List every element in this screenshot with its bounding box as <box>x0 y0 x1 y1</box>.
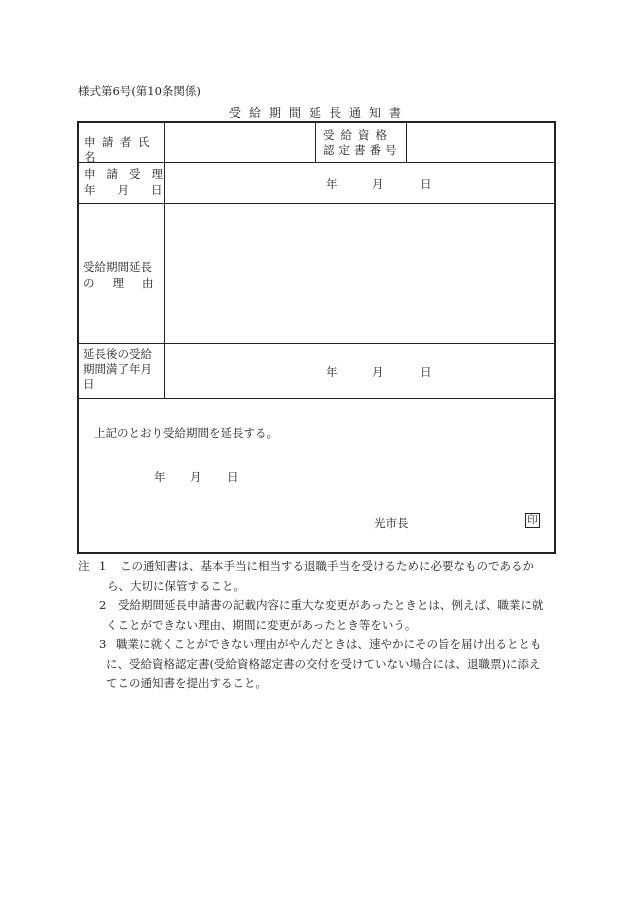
note-text: ら、大切に保管すること。 <box>107 578 245 593</box>
applicant-name-label <box>84 135 158 165</box>
expiry-date-year: 年 <box>326 365 338 379</box>
seal-icon: 印 <box>525 513 540 528</box>
receipt-date-label-line2: 年月日 <box>84 183 185 197</box>
note-item <box>78 557 558 577</box>
note-text: に、受給資格認定書(受給資格認定書の交付を受けていない場合には、退職票)に添え <box>106 656 541 671</box>
receipt-date-month: 月 <box>372 177 384 191</box>
note-text: 受給期間延長申請書の記載内容に重大な変更があったときとは、例えば、職業に就 <box>118 598 544 612</box>
applicant-name-field[interactable] <box>165 123 314 161</box>
note-number: 3 <box>99 637 107 651</box>
statement-date-year: 年 <box>154 470 166 484</box>
statement-text: 上記のとおり受給期間を延長する。 <box>94 426 278 440</box>
cert-number-field[interactable] <box>407 123 554 161</box>
note-number: 1 <box>99 559 107 573</box>
row-divider <box>78 398 555 399</box>
statement-date[interactable] <box>154 469 239 485</box>
cert-number-label-line2: 認定書番号 <box>323 143 401 157</box>
receipt-date-year: 年 <box>326 177 338 191</box>
receipt-date-day: 日 <box>420 177 432 191</box>
expiry-label-line3: 日 <box>83 377 95 391</box>
note-text: てこの通知書を提出すること。 <box>106 676 267 690</box>
note-text: くことができない理由、期間に変更があったとき等をいう。 <box>106 617 417 632</box>
expiry-date-field[interactable] <box>326 364 432 380</box>
expiry-date-month: 月 <box>372 365 384 379</box>
note-item <box>78 635 558 655</box>
receipt-date-field[interactable] <box>326 176 432 192</box>
note-number: 2 <box>99 598 107 612</box>
statement-date-day: 日 <box>227 470 239 484</box>
form-number: 様式第6号(第10条関係) <box>78 84 201 98</box>
issuer-name: 光市長 <box>374 516 409 530</box>
document-title: 受給期間延長通知書 <box>228 106 409 120</box>
note-text: 職業に就くことができない理由がやんだときは、速やかにその旨を届け出るととも <box>116 637 542 651</box>
cert-number-label-line1: 受給資格 <box>323 128 393 142</box>
note-item <box>78 596 558 616</box>
notes-section <box>78 557 558 694</box>
column-divider <box>315 122 316 162</box>
expiry-label-line2: 期間満了年月 <box>83 362 152 376</box>
expiry-label-line1: 延長後の受給 <box>83 347 152 361</box>
row-divider <box>78 343 555 344</box>
note-text: この通知書は、基本手当に相当する退職手当を受けるために必要なものであるか <box>120 559 534 573</box>
reason-label-line2: の理由 <box>83 276 172 290</box>
applicant-name-label-text: 申請者氏名 <box>84 135 156 164</box>
expiry-date-day: 日 <box>420 365 432 379</box>
statement-date-month: 月 <box>190 470 202 484</box>
reason-field[interactable] <box>165 204 554 342</box>
notes-head: 注 <box>78 559 90 573</box>
receipt-date-label-line1: 申請受理 <box>84 167 174 181</box>
reason-label-line1: 受給期間延長 <box>83 260 152 274</box>
